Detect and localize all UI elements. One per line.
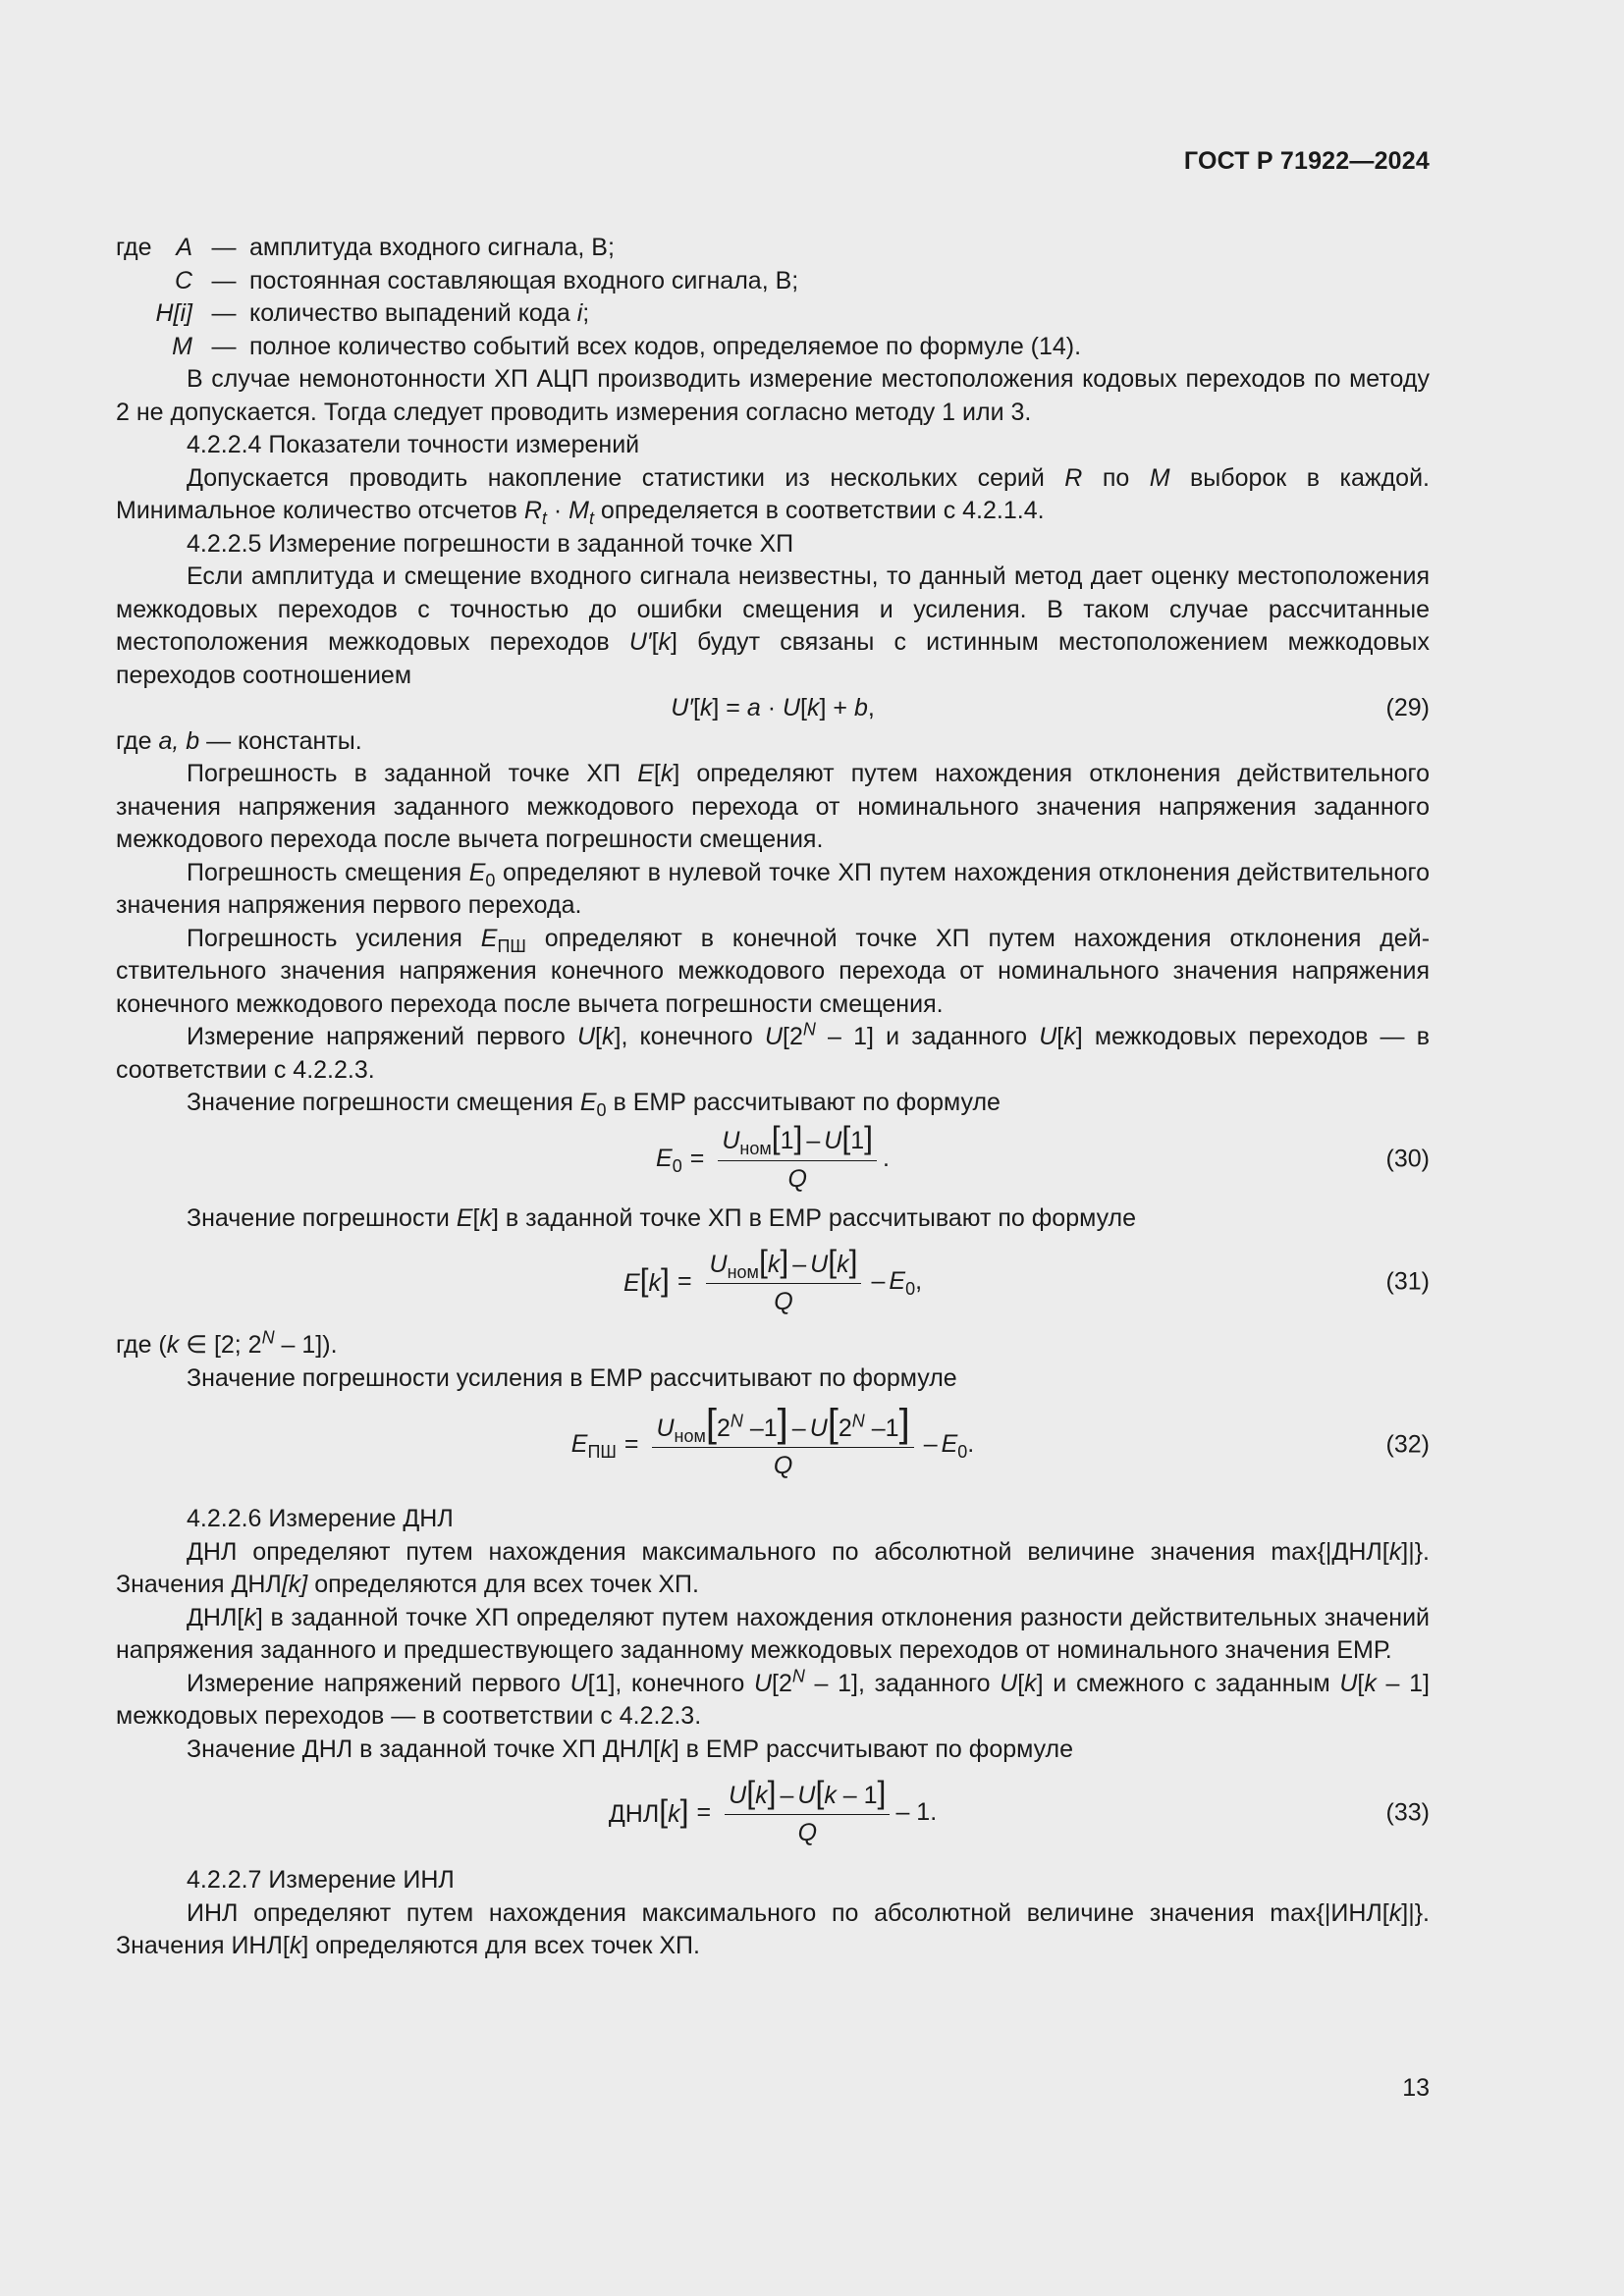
- section-heading: 4.2.2.7 Измерение ИНЛ: [187, 1866, 455, 1894]
- paragraph: Значение ДНЛ в заданной точке ХП ДНЛ[k] в ЕМР рассчитывают по формуле: [187, 1735, 1074, 1763]
- legend-text: полное количество событий всех кодов, определяемое по формуле (14).: [249, 332, 1082, 360]
- paragraph: Значение погрешности усиления в ЕМР рассчитывают по формуле: [187, 1363, 957, 1392]
- formula-33: ДНЛ[k] = $\frac{U[k] - U[k - 1]}{Q}$ – 1. (33): [608, 1774, 1430, 1846]
- legend-dash: —: [211, 332, 237, 360]
- paragraph: Погрешность усиления $E_{ПШ}$ определяют в конечной точке ХП путем нахождения отклонения действительного значения напряжения конечного межкодового перехода от номинального значения напряжения конечного межкодового перехода после вычета погрешности смещения.: [116, 924, 1431, 1018]
- paragraph: ДНЛ определяют путем нахождения максимального по абсолютной величине значения max{|ДНЛ[k]|}. Значения ДНЛ[k] определяются для всех точек ХП.: [116, 1537, 1430, 1598]
- legend-text: постоянная составляющая входного сигнала, В;: [249, 266, 799, 294]
- formula-30: $E_0$ = $\frac{U_{ном}[1] - U[1]}{Q}$ . (30): [656, 1120, 1430, 1193]
- paragraph: ДНЛ[k] в заданной точке ХП определяют путем нахождения отклонения разности действительных значений напряжения заданного и предшествующего заданному межкодовых переходов от номинального значения ЕМР.: [116, 1603, 1430, 1664]
- paragraph: Погрешность смещения $E_0$ определяют в нулевой точке ХП путем нахождения отклонения действительного значения напряжения первого перехода.: [116, 858, 1430, 919]
- formula-number: (33): [1385, 1798, 1430, 1827]
- formula-number: (29): [1385, 694, 1430, 721]
- legend-symbol: C: [174, 266, 192, 294]
- legend-symbol: M: [172, 332, 192, 360]
- document-code: ГОСТ Р 71922—2024: [1183, 147, 1430, 175]
- formula-29: U′[k] = a · U[k] + b, (29): [116, 692, 1430, 725]
- section-heading: 4.2.2.5 Измерение погрешности в заданной точке ХП: [187, 529, 794, 558]
- legend-row: [116, 265, 1430, 298]
- legend-dash: —: [211, 234, 237, 261]
- paragraph: Погрешность в заданной точке ХП E[k] определяют путем нахождения отклонения действительного значения напряжения заданного межкодового перехода от номинального значения напряжения заданного межкодового перехода после вычета погрешности смещения.: [116, 760, 1431, 853]
- formula-number: (31): [1385, 1267, 1430, 1296]
- legend-row: [116, 331, 1430, 364]
- paragraph: где (k ∈ [2; $2^N - 1$]).: [116, 1327, 338, 1359]
- legend-where: где: [116, 234, 152, 261]
- legend-symbol: H[i]: [155, 299, 192, 327]
- legend-row: [116, 297, 1430, 331]
- section-heading: 4.2.2.4 Показатели точности измерений: [187, 431, 640, 458]
- legend-text: амплитуда входного сигнала, В;: [249, 234, 615, 261]
- paragraph: где a, b — константы.: [116, 726, 362, 755]
- document-body: [116, 232, 1430, 1963]
- legend-text: количество выпадений кода i;: [249, 299, 590, 327]
- paragraph: Допускается проводить накопление статистики из нескольких серий R по M выборок в каждой. Минимальное количество отсчетов $R_t \cdot M_t$ определяется в соответствии с 4.2.1.4.: [116, 463, 1430, 528]
- formula-number: (30): [1385, 1144, 1430, 1172]
- paragraph: ИНЛ определяют путем нахождения максимального по абсолютной величине значения max{|ИНЛ[k]|}. Значения ИНЛ[k] определяются для всех точек ХП.: [116, 1898, 1430, 1959]
- formula-31: E[k] = $\frac{U_{ном}[k] - U[k]}{Q}$ – $E_0$ , (31): [623, 1243, 1430, 1315]
- formula-32: $E_{ПШ}$ = $\frac{U_{ном}[2^N -1] - U[2^N -1]}{Q}$ – $E_0$ . (32): [570, 1401, 1430, 1479]
- paragraph: Если амплитуда и смещение входного сигнала неизвестны, то данный метод дает оценку местоположения межкодовых переходов с точностью до ошибки смещения и усиления. В таком случае рассчитанные местоположения межкодовых переходов U′[k] будут связаны с истинным местоположением межкодовых переходов соотношением: [116, 562, 1431, 689]
- paragraph: Измерение напряжений первого U[k], конечного $U[2^N - 1]$ и заданного U[k] межкодовых переходов — в соответствии с 4.2.2.3.: [116, 1019, 1430, 1084]
- paragraph: В случае немонотонности ХП АЦП производить измерение местоположения кодовых переходов по методу 2 не допускается. Тогда следует проводить измерения согласно методу 1 или 3.: [116, 365, 1430, 426]
- legend-block: [116, 232, 1430, 363]
- formula-number: (32): [1385, 1430, 1430, 1459]
- paragraph: Значение погрешности смещения $E_0$ в ЕМР рассчитывают по формуле: [187, 1089, 1001, 1120]
- legend-symbol: A: [176, 234, 192, 261]
- legend-dash: —: [211, 266, 237, 294]
- legend-dash: —: [211, 299, 237, 327]
- page-number: 13: [1402, 2074, 1430, 2102]
- paragraph: Значение погрешности E[k] в заданной точке ХП в ЕМР рассчитывают по формуле: [187, 1203, 1137, 1232]
- section-heading: 4.2.2.6 Измерение ДНЛ: [187, 1505, 454, 1532]
- paragraph: Измерение напряжений первого U[1], конечного $U[2^N - 1]$, заданного U[k] и смежного с заданным U[k – 1] межкодовых переходов — в соответствии с 4.2.2.3.: [116, 1666, 1430, 1730]
- legend-row: [116, 232, 1430, 265]
